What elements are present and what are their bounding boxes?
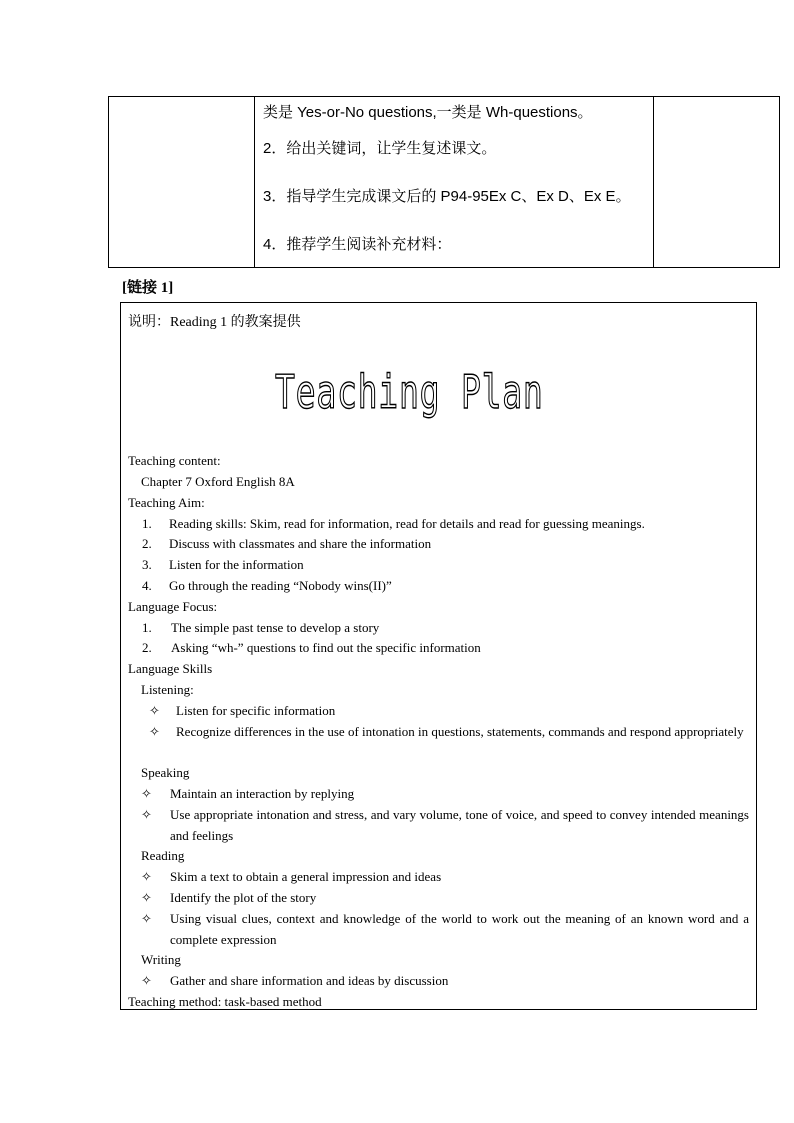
writing-item: Gather and share information and ideas by discussion bbox=[170, 973, 449, 988]
bullet-diamond-icon: ✧ bbox=[141, 973, 152, 988]
writing-heading: Writing bbox=[141, 952, 181, 967]
focus-item: The simple past tense to develop a story bbox=[171, 620, 380, 635]
aim-item: Go through the reading “Nobody wins(II)” bbox=[169, 578, 392, 593]
bullet-diamond-icon: ✧ bbox=[141, 786, 152, 801]
focus-item: Asking “wh-” questions to find out the specific information bbox=[171, 640, 481, 655]
teaching-plan-box bbox=[120, 302, 757, 1010]
table-left-cell bbox=[109, 97, 255, 267]
aim-item: Discuss with classmates and share the information bbox=[169, 536, 432, 551]
aim-number: 4. bbox=[142, 578, 152, 593]
plan-title: Teaching Plan bbox=[275, 365, 544, 419]
table-right-cell bbox=[653, 97, 779, 267]
listening-item: Recognize differences in the use of intonation in questions, statements, commands and respond appropriately bbox=[176, 724, 744, 739]
skills-heading: Language Skills bbox=[128, 661, 213, 676]
reading-item: Skim a text to obtain a general impression and ideas bbox=[170, 869, 442, 884]
bullet-diamond-icon: ✧ bbox=[141, 807, 152, 822]
aim-item: Listen for the information bbox=[169, 557, 304, 572]
speaking-item: Use appropriate intonation and stress, and vary volume, tone of voice, and speed to convey intended meanings and feelings bbox=[170, 807, 749, 843]
link-label: [链接 1] bbox=[122, 280, 174, 296]
aim-number: 1. bbox=[142, 516, 152, 531]
aim-number: 2. bbox=[142, 536, 152, 551]
table-line-1: 类是 Yes-or-No questions,一类是 Wh-questions。 bbox=[263, 104, 593, 121]
aim-number: 3. bbox=[142, 557, 152, 572]
listening-item: Listen for specific information bbox=[176, 703, 336, 718]
speaking-item: Maintain an interaction by replying bbox=[170, 786, 355, 801]
top-table bbox=[108, 96, 780, 268]
reading-heading: Reading bbox=[141, 848, 185, 863]
speaking-heading: Speaking bbox=[141, 765, 190, 780]
reading-item: Identify the plot of the story bbox=[170, 890, 317, 905]
bullet-diamond-icon: ✧ bbox=[141, 911, 152, 926]
content-value: Chapter 7 Oxford English 8A bbox=[141, 474, 295, 489]
focus-heading: Language Focus: bbox=[128, 599, 218, 614]
table-line-4: 4．推荐学生阅读补充材料： bbox=[263, 236, 452, 253]
bullet-diamond-icon: ✧ bbox=[141, 869, 152, 884]
focus-number: 1. bbox=[142, 620, 152, 635]
table-line-2: 2．给出关键词，让学生复述课文。 bbox=[263, 140, 497, 157]
aim-item: Reading skills: Skim, read for information, read for details and read for guessing meanings. bbox=[169, 516, 645, 531]
content-heading: Teaching content: bbox=[128, 453, 221, 468]
listening-heading: Listening: bbox=[141, 682, 194, 697]
reading-item: Using visual clues, context and knowledge of the world to work out the meaning of an known word and a complete expression bbox=[170, 911, 749, 947]
bullet-diamond-icon: ✧ bbox=[149, 724, 160, 739]
focus-number: 2. bbox=[142, 640, 152, 655]
table-line-3: 3．指导学生完成课文后的 P94-95Ex C、Ex D、Ex E。 bbox=[263, 188, 631, 205]
teaching-method: Teaching method: task-based method bbox=[128, 994, 322, 1009]
aim-heading: Teaching Aim: bbox=[128, 495, 205, 510]
bullet-diamond-icon: ✧ bbox=[149, 703, 160, 718]
plan-note: 说明：Reading 1 的教案提供 bbox=[128, 315, 301, 330]
bullet-diamond-icon: ✧ bbox=[141, 890, 152, 905]
